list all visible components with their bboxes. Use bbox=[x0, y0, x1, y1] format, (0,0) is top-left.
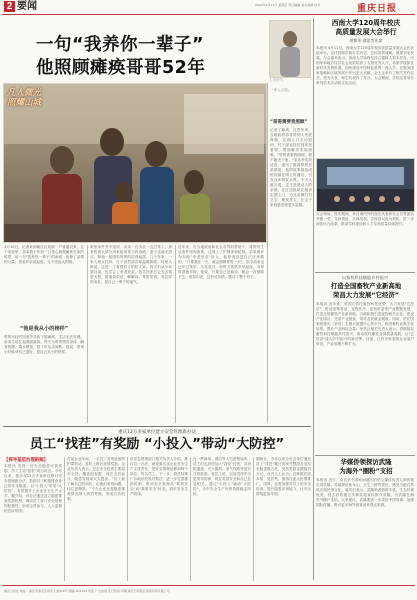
lead-body-col4: 记者了解到，这些年来，当地政府将哥哥纳入兜底保障，定期上门走访慰问。村干部也经常到家里看望，帮助解决实际困难。"哥哥需要我照顾，我不能丢下他。"弟弟朴实的话语，道出了最真挚的兄弟情谊。他的故事被拍成短视频在网上传播后，引发众多网友点赞。不少人留言说，这才是最动人的亲情。社区还组织志愿者定期上门，为兄弟俩打扫卫生、理发洗衣，让这个家庭感受到更多温暖。 bbox=[270, 128, 312, 207]
header-rule bbox=[2, 14, 415, 15]
bottom-title: 员工“找茬”有奖励 “小投入”带动“大防控” bbox=[29, 437, 285, 452]
bottom-body-col4: 在一些商场、酒店等人员密集场所，员工们也纷纷加入"找茬"行列，对消防通道、灭火器材、电气线路等进行日常检查。有员工说，以前觉得安全是领导的事，现在觉得安全和自己息息相关。通过"小投入"撬动"大防控"，全市安全生产形势持续稳定向好。 bbox=[193, 457, 251, 496]
sidebar-quote-head: “哥哥需要我照顾” bbox=[270, 120, 308, 125]
bottom-body-col1: 本报讯 发现一处安全隐患可获奖励，员工主动"找茬"成为常态。今年以来，我市在12万多家单位推行安全管理新办法，鼓励员工积极排查身边的安全隐患，以"小投入"带动"大防控"，有效提升了企业安全生产水平。据介绍，该办法通过设立隐患排查奖励机制，调动员工参与安全管理的积极性，形成全员参与、人人监督的良好氛围。 bbox=[4, 464, 62, 513]
lead-body-col2: 家里条件并不宽裕，弟弟一边务农一边打零工，挣来的钱大部分用来给哥哥买药治病。妻子也毫无怨言，和他一起照料哥哥的饮食起居。几十年来，一家人相互扶持，日子虽然清苦却温暖和睦。村里人都说，这是一个有情有义的好人家。孩子们从小耳濡目染，也学会了孝老爱亲，放学回家总会先去看望大伯，陪他说说话、解解闷。哥哥常说，有这样的弟弟，是自己一辈子的福气。 bbox=[90, 245, 172, 284]
section-label: 要闻 bbox=[17, 1, 37, 12]
masthead: 重庆日报 bbox=[357, 4, 398, 14]
bottom-body-col3: 市应急管理部门相关负责人介绍，推行这一办法，就是要压实企业安全生产主体责任，把安全管理延伸到每个岗位、每名员工。下一步，将总结推广各地好经验好做法，进一步完善激励机制，推动安全管理从"要我安全"向"我要安全"转变，筑牢安全生产防线。 bbox=[130, 457, 188, 496]
lead-body-col3: 近年来，在当地政府和社会各界的帮助下，哥哥的生活条件得到改善，还用上了护理床和轮椅。弟弟被评为当地"孝老爱亲"好人，他却说这是自己应该做的，"只要我在一天，就会照顾哥哥一天"。如今弟弟也已年过花甲，头发花白，但每天依然早早起床，为哥哥准备早饭。他说，只要自己还能动，就会一直照顾下去。邻居们说，这份兄弟情，感动了整个村子。 bbox=[178, 245, 264, 279]
page-number: 2 bbox=[4, 1, 15, 12]
right-top-subtitle: 胡衡华 俞思等出席 bbox=[349, 38, 383, 43]
meta-line: 2024年4月12日 星期五 责任编辑 美术编辑 校对 bbox=[255, 3, 321, 7]
bottom-body-col5: 据统计，今年以来全市各单位通过员工"找茬"累计发现并整改各类安全隐患数万处，发放奖励金额数百万元。业内人士认为，这种做法成本低、见效快，值得在更大范围推广。同时，还需加强对员工的安全培训，提升隐患识别能力，让安全防线更加牢固。 bbox=[256, 457, 311, 496]
right-bottom-body: 本报讯 近日，来自多个国家和地区的华文媒体负责人和侨领走进武隆，实地探访仙女山、天生三桥等景区，感受当地自然风光和民俗文化。嘉宾们表示，武隆旅游资源丰富，生态环境优美，回去后将通过多种渠道宣传推介武隆，为武隆在海外"圈粉"支招。大家建议，武隆要进一步讲好中国故事，加强国际传播，吸引更多海外游客前来观光旅游。 bbox=[316, 478, 414, 507]
lead-title: 一句“我养你一辈子” 他照顾瘫痪哥哥52年 bbox=[36, 35, 206, 78]
bottom-body-col2: 在某企业车间，一名员工发现设备防护罩松动，及时上报后获得奖励。企业负责人表示，过去安全检查主要靠安全员，覆盖面有限，现在全员参与，隐患发现率大大提高。"员工最了解自己的岗位，由他们来找问题，往往更精准。"不少企业还将隐患排查情况纳入绩效考核，形成长效机制。 bbox=[67, 457, 125, 501]
right-bottom-title: 华媒侨领探访武隆 为海外“圈粉”支招 bbox=[339, 458, 393, 475]
lead-body-col1b: 哥哥年轻时因意外导致下肢瘫痪，生活无法自理。弟弟主动扛起照顾重担，每天为哥哥擦洗身体、翻身按摩、端水喂饭，数十年从未间断。他说，哥哥小时候对自己很好，是自己从小的榜样。 bbox=[4, 335, 84, 354]
lede-subhead: “他是我从小的榜样” bbox=[19, 326, 69, 332]
right-mid-kicker: 以畜牧科技赋能乡村振兴 bbox=[341, 275, 389, 280]
footer-text: 重庆日报社 地址：重庆市渝北区同茂大道416号 邮编 401120 电话 广告热线 发行热线 印刷 重庆日报报业集团印务有限公司 bbox=[4, 589, 170, 593]
photo-caption: 一家人合影。 bbox=[270, 88, 292, 92]
right-top-body2: 大会现场。校庆期间，来自海内外的校友代表和社会各界嘉宾齐聚一堂，共叙情谊、共谋发展。学校将以此为契机，进一步深化综合改革，推动学科建设和人才培养质量持续提升。 bbox=[316, 212, 414, 226]
bottom-kicker: 重庆12万多家单位建立安全管理新办法 bbox=[118, 430, 196, 435]
photo-tag: 凡人微光 照耀山城 bbox=[7, 88, 42, 108]
right-top-body: 本报讯 4月11日，西南大学120周年校庆高质量发展大会在北碚举行。会议回顾学校办学历史，总结发展成就，展望未来发展。与会嘉宾表示，西南大学始终坚持立德树人根本任务，为国家和地方经济社会发展培养了大批优秀人才，希望学校抓住新时代发展机遇，加快建设中国特色世界一流大学，在服务国家战略和区域发展中作出更大贡献。会上还举行了相关签约仪式，校友代表、师生代表作了发言。大会期间，学校还将举办系列学术活动和文化活动。 bbox=[316, 46, 414, 85]
bottom-col1-head: 【探寻基层治理新路】 bbox=[4, 458, 48, 463]
side-photo bbox=[269, 20, 311, 78]
right-mid-title: 打造全国畜牧产业新高地 荣昌大力发展“它经济” bbox=[330, 282, 402, 299]
side-photo-note: 人物特写 bbox=[269, 78, 284, 82]
right-mid-body: 本报讯 近年来，荣昌区依托畜牧科技优势，大力发展"它经济"，推动宠物食品、宠物医疗、宠物用品等产业集聚发展，打造全国畜牧产业新高地。当地积极引进宠物相关企业，建设产业园区，完善产业链条，带动农民就业增收。同时，依托国家级重庆（荣昌）生猪大数据中心等平台，推进畜牧业数字化转型，提升产业科技含量。荣昌区相关负责人表示，将继续以畜牧科技赋能乡村振兴，推动现代畜牧业高质量发展，让"它经济"成为乡村振兴的新引擎。目前，已有多家宠物企业落户荣昌，产业规模不断扩大。 bbox=[316, 302, 414, 346]
right-top-title: 西南大学120周年校庆 高质量发展大会举行 bbox=[331, 19, 401, 36]
right-top-photo bbox=[316, 158, 415, 212]
lead-body-col1: 4月10日，记者来到綦江区某镇一户普通农家。这个家庭里，弟弟数十年如一日悉心照顾瘫痪在床的哥哥，用一句"我养你一辈子"的承诺，诠释了亲情的分量。邻里乡亲说起他，无不竖起大拇指。 bbox=[4, 245, 84, 264]
